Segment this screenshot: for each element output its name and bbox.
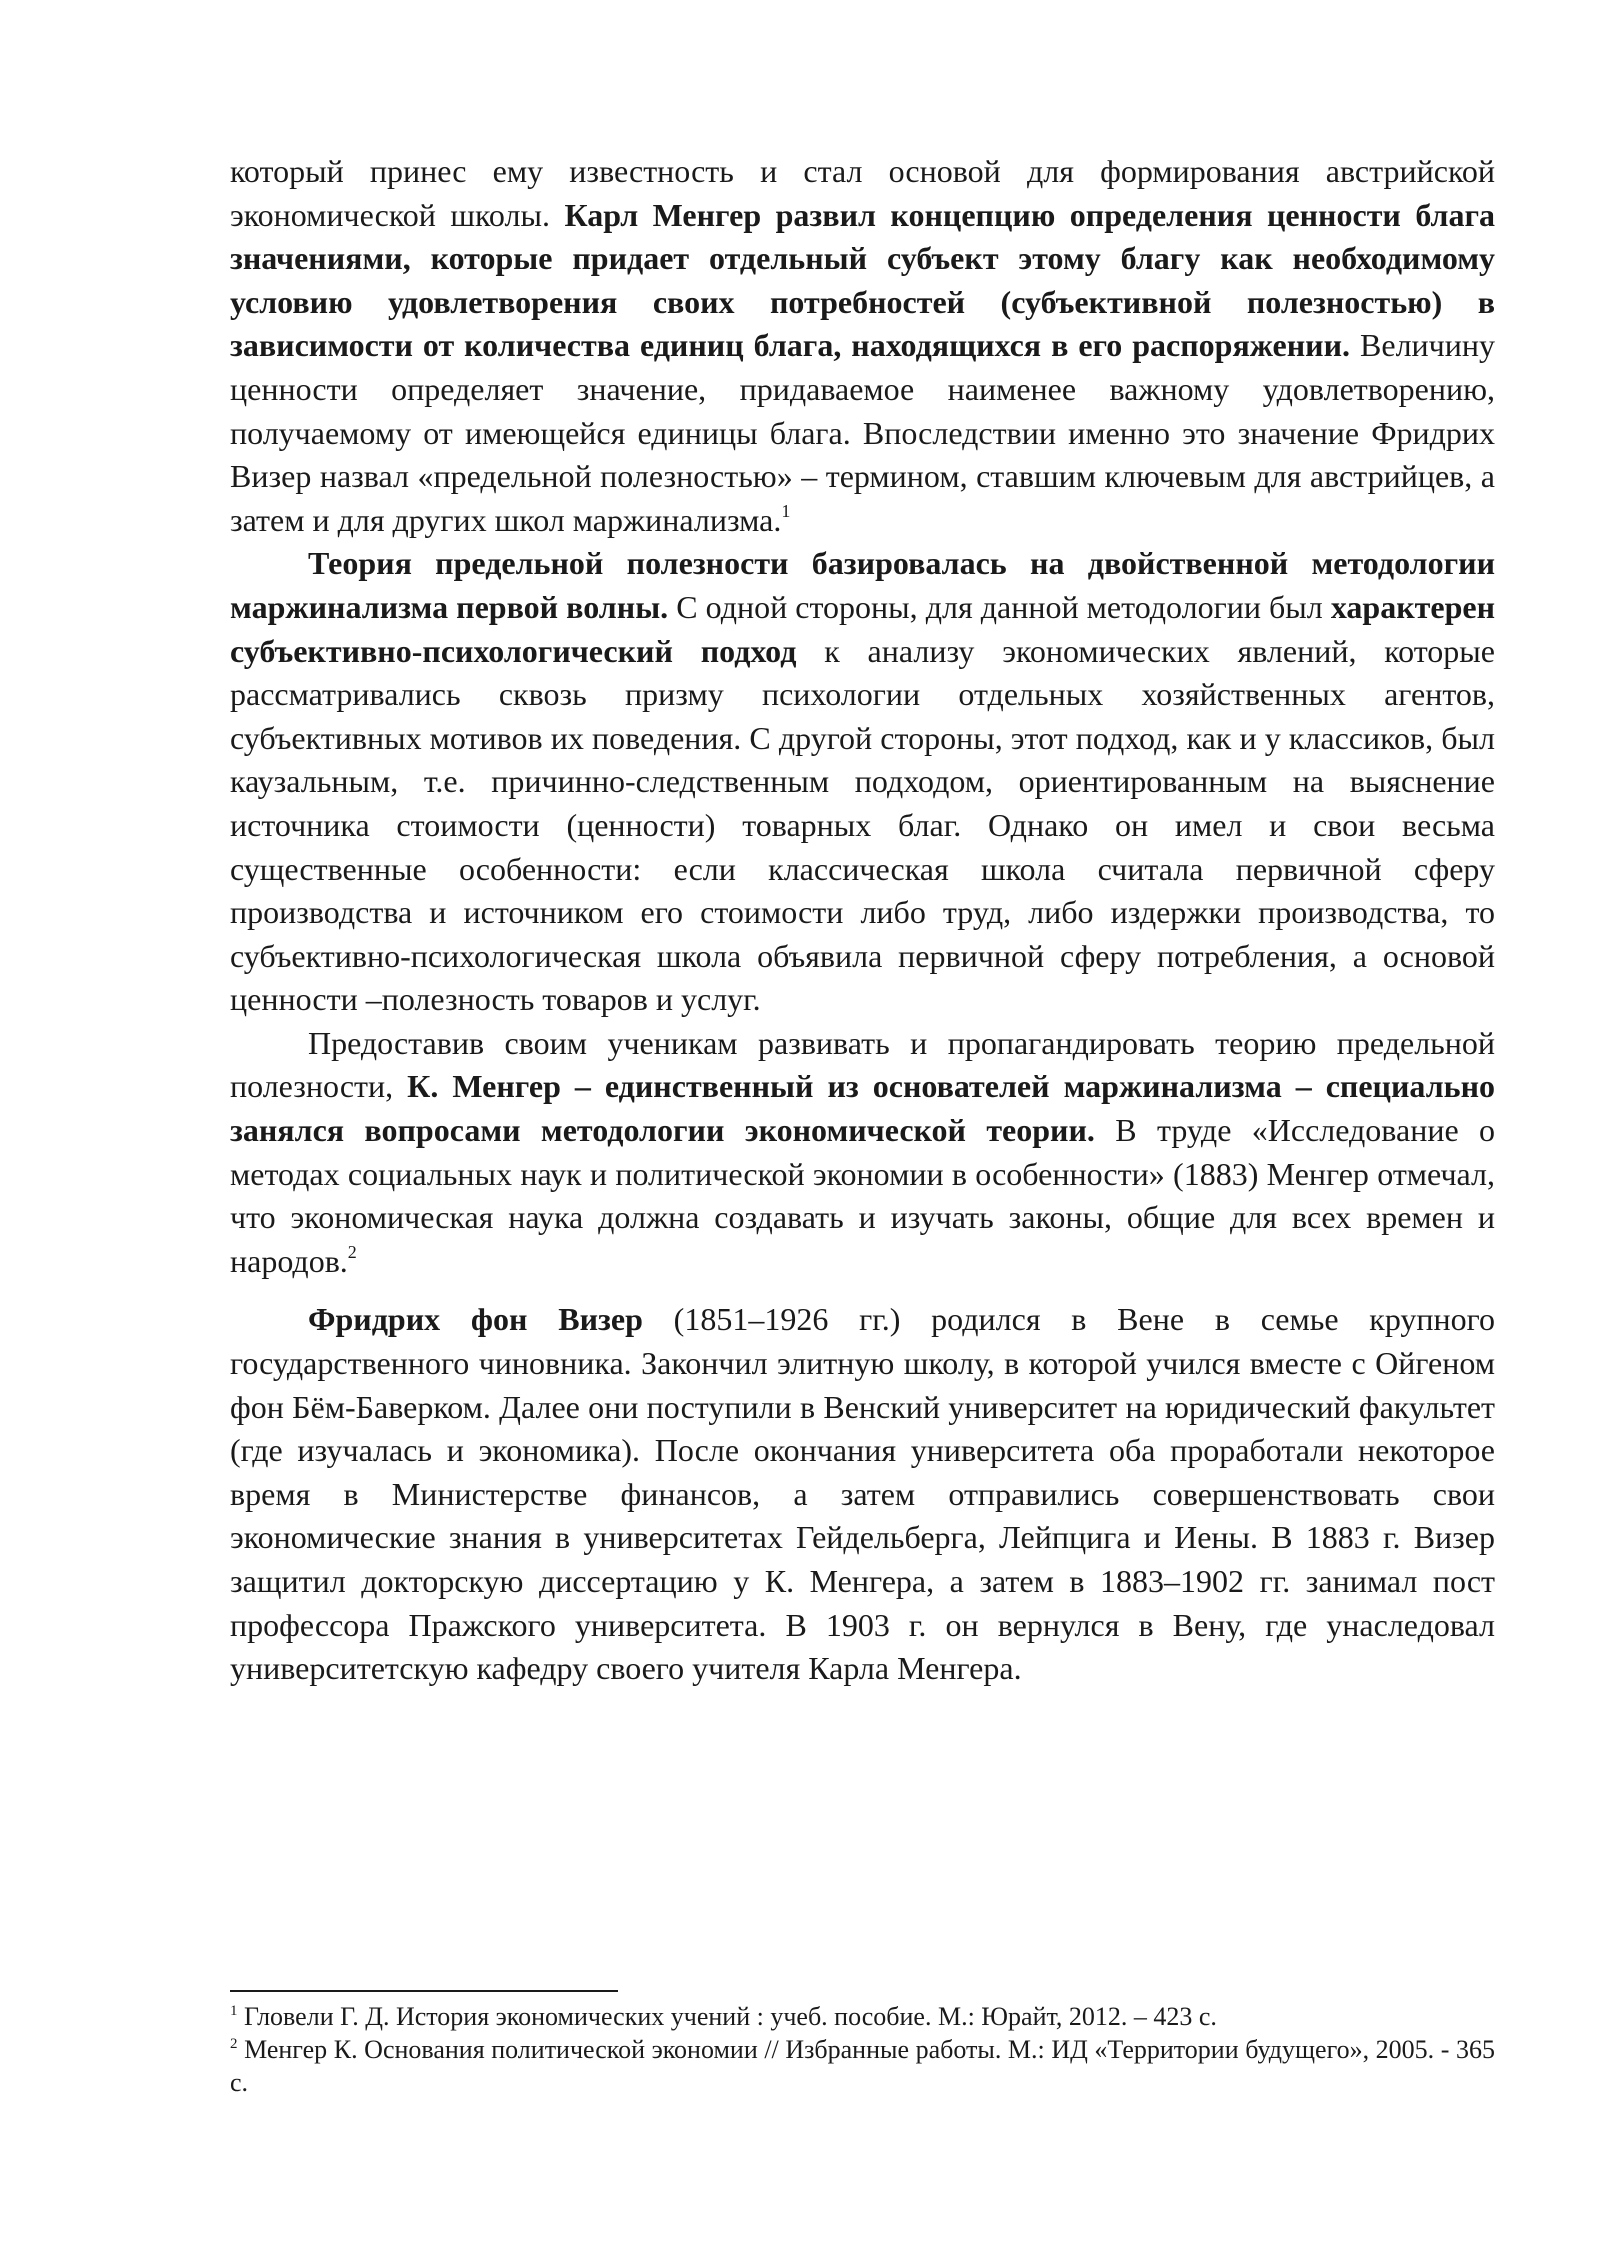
- paragraph-3-bold-a: К. Менгер – единственный из основателей маржинализма – специально занялся вопросами методологии экономической теории.: [230, 1068, 1496, 1149]
- paragraph-4-bold-a: Фридрих фон Визер: [308, 1301, 643, 1338]
- footnote-ref-2[interactable]: 2: [347, 1241, 357, 1262]
- paragraph-1-bold-a: Карл Менгер развил концепцию определения ценности блага значениями, которые придает отдельный субъект этому благу как необходимому условию удовлетворения своих потребностей (субъективной полезностью) в зависимости от количества единиц блага, находящихся в его распоряжении.: [230, 196, 1496, 364]
- footnote-separator: [230, 1990, 618, 1992]
- footnote-1-mark: 1: [230, 2003, 238, 2019]
- paragraph-3-text-b: В труде «Исследование о методах социальных наук и политической экономии в особенности» (1883) Менгер отмечал, что экономическая наука должна создавать и изучать законы, общие для всех времен и народов.: [230, 1112, 1495, 1279]
- footnote-2: [230, 2033, 1495, 2099]
- paragraph-4-text-a: (1851–1926 гг.) родился в Вене в семье крупного государственного чиновника. Закончил элитную школу, в которой учился вместе с Ойгеном фон Бём-Баверком. Далее они поступили в Венский университет на юридический факультет (где изучалась и экономика). После окончания университета оба проработали некоторое время в Министерстве финансов, а затем отправились совершенствовать свои экономические знания в университетах Гейдельберга, Лейпцига и Иены. В 1883 г. Визер защитил докторскую диссертацию у К. Менгера, а затем в 1883–1902 гг. занимал пост профессора Пражского университета. В 1903 г. он вернулся в Вену, где унаследовал университетскую кафедру своего учителя Карла Менгера.: [230, 1301, 1496, 1687]
- paragraph-3: [230, 1022, 1495, 1284]
- paragraph-1: [230, 150, 1495, 542]
- paragraph-4: [230, 1298, 1495, 1690]
- paragraph-3-text-a: Предоставив своим ученикам развивать и пропагандировать теорию предельной полезности,: [230, 1024, 1495, 1105]
- footnote-2-text: Менгер К. Основания политической экономии // Избранные работы. М.: ИД «Территории будущего», 2005. - 365 с.: [230, 2035, 1495, 2097]
- paragraph-2-text-a: С одной стороны, для данной методологии был: [668, 588, 1331, 625]
- footnote-1: [230, 2000, 1495, 2033]
- footnote-2-mark: 2: [230, 2036, 238, 2052]
- paragraph-1-text-a: который принес ему известность и стал основой для формирования австрийской экономической школы.: [230, 153, 1495, 233]
- paragraph-1-text-b: Величину ценности определяет значение, придаваемое наименее важному удовлетворению, получаемому от имеющейся единицы блага. Впоследствии именно это значение Фридрих Визер назвал «предельной полезностью» – термином, ставшим ключевым для австрийцев, а затем и для других школ маржинализма.: [230, 327, 1496, 538]
- paragraph-2: [230, 542, 1495, 1022]
- main-text: [230, 150, 1495, 1691]
- paragraph-2-bold-a: Теория предельной полезности базировалась на двойственной методологии маржинализма первой волны.: [230, 545, 1495, 625]
- footnote-ref-1[interactable]: 1: [781, 500, 791, 521]
- paragraph-2-text-b: к анализу экономических явлений, которые рассматривались сквозь призму психологии отдельных хозяйственных агентов, субъективных мотивов их поведения. С другой стороны, этот подход, как и у классиков, был каузальным, т.е. причинно-следственным подходом, ориентированным на выяснение источника стоимости (ценности) товарных благ. Однако он имел и свои весьма существенные особенности: если классическая школа считала первичной сферу производства и источником его стоимости либо труд, либо издержки производства, то субъективно-психологическая школа объявила первичной сферу потребления, а основой ценности –полезность товаров и услуг.: [230, 632, 1495, 1018]
- footnotes: [230, 2000, 1495, 2099]
- paragraph-2-bold-b: характерен субъективно-психологический подход: [230, 588, 1495, 669]
- footnote-1-text: Гловели Г. Д. История экономических учений : учеб. пособие. М.: Юрайт, 2012. – 423 с.: [237, 2002, 1217, 2031]
